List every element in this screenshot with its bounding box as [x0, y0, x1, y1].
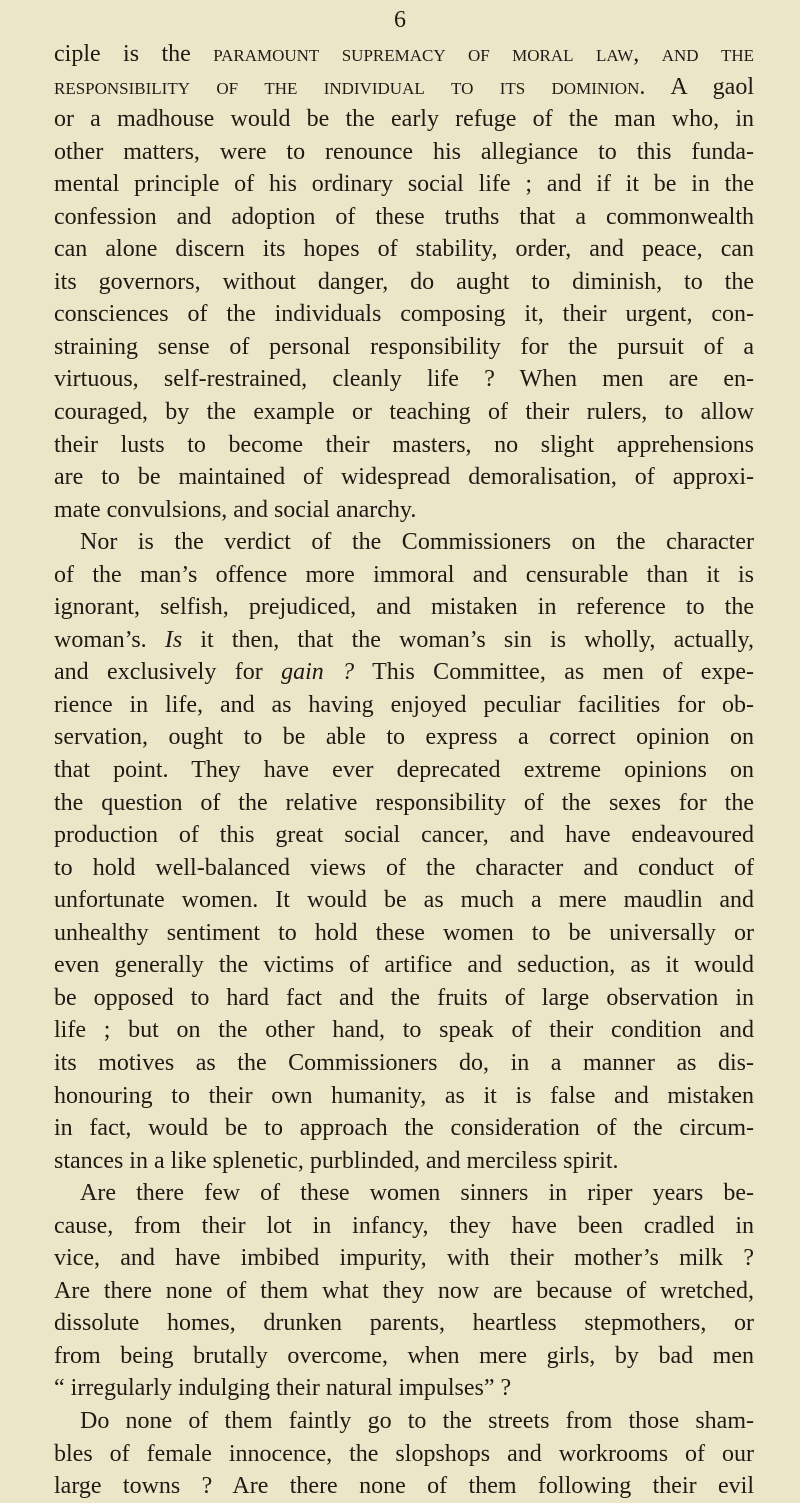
text-segment: or a madhouse would be the early refuge of the man who, in — [54, 106, 754, 133]
text-line — [54, 1275, 754, 1308]
text-line — [54, 982, 754, 1015]
text-segment: confession and adoption of these truths that a commonwealth — [54, 203, 754, 230]
text-line — [54, 656, 754, 689]
text-segment: to hold well-balanced views of the character and conduct of — [54, 854, 754, 881]
text-segment: virtuous, self-restrained, cleanly life ? When men are en- — [54, 366, 754, 393]
text-segment: in fact, would be to approach the consideration of the circum- — [54, 1115, 754, 1142]
text-segment: mate convulsions, and social anarchy. — [54, 496, 417, 523]
text-segment: that point. They have ever deprecated extreme opinions on — [54, 757, 754, 784]
text-segment: dissolute homes, drunken parents, heartless stepmothers, or — [54, 1310, 754, 1337]
text-line — [54, 1340, 754, 1373]
text-line — [54, 721, 754, 754]
text-line — [54, 1242, 754, 1275]
text-segment: honouring to their own humanity, as it is false and mistaken — [54, 1082, 754, 1109]
text-line — [54, 103, 754, 136]
text-segment: unhealthy sentiment to hold these women to be universally or — [54, 919, 754, 946]
text-line — [54, 233, 754, 266]
text-line — [54, 917, 754, 950]
text-line — [54, 689, 754, 722]
text-segment: vice, and have imbibed impurity, with their mother’s milk ? — [54, 1245, 754, 1272]
text-line — [54, 754, 754, 787]
text-segment: of the man’s offence more immoral and censurable than it is — [54, 561, 754, 588]
text-segment: cause, from their lot in infancy, they have been cradled in — [54, 1212, 754, 1239]
page-number: 6 — [394, 7, 406, 33]
text-line — [54, 136, 754, 169]
text-segment: woman’s. — [54, 626, 165, 653]
text-segment: unfortunate women. It would be as much a mere maudlin and — [54, 887, 754, 914]
text-segment: its governors, without danger, do aught to diminish, to the — [54, 268, 754, 295]
text-line — [54, 168, 754, 201]
text-line — [54, 494, 754, 527]
text-segment: can alone discern its hopes of stability, order, and peace, can — [54, 236, 754, 263]
text-segment: Nor is the verdict of the Commissioners on the character — [80, 529, 754, 556]
text-line — [54, 1047, 754, 1080]
text-segment: even generally the victims of artifice and seduction, as it would — [54, 952, 754, 979]
small-caps-text: paramount supremacy of moral law, and the — [213, 41, 754, 67]
text-segment: their lusts to become their masters, no slight apprehensions — [54, 431, 754, 458]
text-line — [54, 363, 754, 396]
text-segment: bles of female innocence, the slopshops and workrooms of our — [54, 1440, 754, 1467]
text-line — [54, 396, 754, 429]
text-segment: consciences of the individuals composing it, their urgent, con- — [54, 301, 754, 328]
italic-text: Is — [164, 626, 183, 653]
text-line — [54, 201, 754, 234]
body-text — [54, 38, 754, 1503]
text-segment: production of this great social cancer, and have endeavoured — [54, 822, 754, 849]
text-segment: life ; but on the other hand, to speak of their condition and — [54, 1017, 754, 1044]
text-segment: large towns ? Are there none of them following their evil — [54, 1473, 754, 1500]
text-line — [54, 624, 754, 657]
text-line — [54, 298, 754, 331]
text-segment: ignorant, selfish, prejudiced, and mistaken in reference to the — [54, 594, 754, 621]
text-segment: and exclusively for — [54, 659, 282, 686]
text-line — [54, 559, 754, 592]
text-line — [54, 526, 754, 559]
text-line — [54, 38, 754, 71]
small-caps-text: responsibility of the individual to its dominion. — [54, 73, 646, 100]
text-line — [54, 1145, 754, 1178]
text-line — [54, 1372, 754, 1405]
text-segment: rience in life, and as having enjoyed peculiar facilities for ob- — [54, 691, 754, 718]
text-segment: This Committee, as men of expe- — [354, 659, 754, 686]
text-line — [54, 1405, 754, 1438]
text-line — [54, 71, 754, 104]
text-line — [54, 1177, 754, 1210]
text-segment: stances in a like splenetic, purblinded, and merciless spirit. — [54, 1147, 619, 1174]
text-line — [54, 266, 754, 299]
text-line — [54, 1307, 754, 1340]
text-segment: straining sense of personal responsibility for the pursuit of a — [54, 333, 754, 360]
text-segment: “ irregularly indulging their natural impulses” ? — [54, 1375, 512, 1402]
text-segment: its motives as the Commissioners do, in a manner as dis- — [54, 1049, 754, 1076]
text-line — [54, 1080, 754, 1113]
text-segment: Are there few of these women sinners in riper years be- — [80, 1180, 754, 1207]
text-segment: are to be maintained of widespread demoralisation, of approxi- — [54, 464, 754, 491]
text-segment: Do none of them faintly go to the streets from those sham- — [80, 1407, 754, 1434]
text-segment: from being brutally overcome, when mere girls, by bad men — [54, 1342, 754, 1369]
text-segment: A gaol — [645, 73, 754, 100]
text-line — [54, 949, 754, 982]
italic-text: gain ? — [281, 659, 355, 686]
text-line — [54, 461, 754, 494]
text-segment: be opposed to hard fact and the fruits of large observation in — [54, 984, 754, 1011]
text-line — [54, 819, 754, 852]
text-line — [54, 1210, 754, 1243]
text-line — [54, 1438, 754, 1471]
text-line — [54, 591, 754, 624]
text-line — [54, 884, 754, 917]
text-line — [54, 852, 754, 885]
text-segment: other matters, were to renounce his allegiance to this funda- — [54, 138, 754, 165]
text-segment: ciple is the — [54, 41, 214, 67]
text-line — [54, 1014, 754, 1047]
text-segment: the question of the relative responsibility of the sexes for the — [54, 789, 754, 816]
text-line — [54, 429, 754, 462]
text-line — [54, 331, 754, 364]
text-line — [54, 1470, 754, 1503]
text-segment: it then, that the woman’s sin is wholly, actually, — [182, 626, 754, 653]
text-line — [54, 1112, 754, 1145]
text-segment: mental principle of his ordinary social life ; and if it be in the — [54, 171, 754, 198]
text-segment: couraged, by the example or teaching of their rulers, to allow — [54, 399, 754, 426]
text-line — [54, 787, 754, 820]
text-segment: servation, ought to be able to express a correct opinion on — [54, 724, 754, 751]
text-segment: Are there none of them what they now are because of wretched, — [54, 1277, 754, 1304]
